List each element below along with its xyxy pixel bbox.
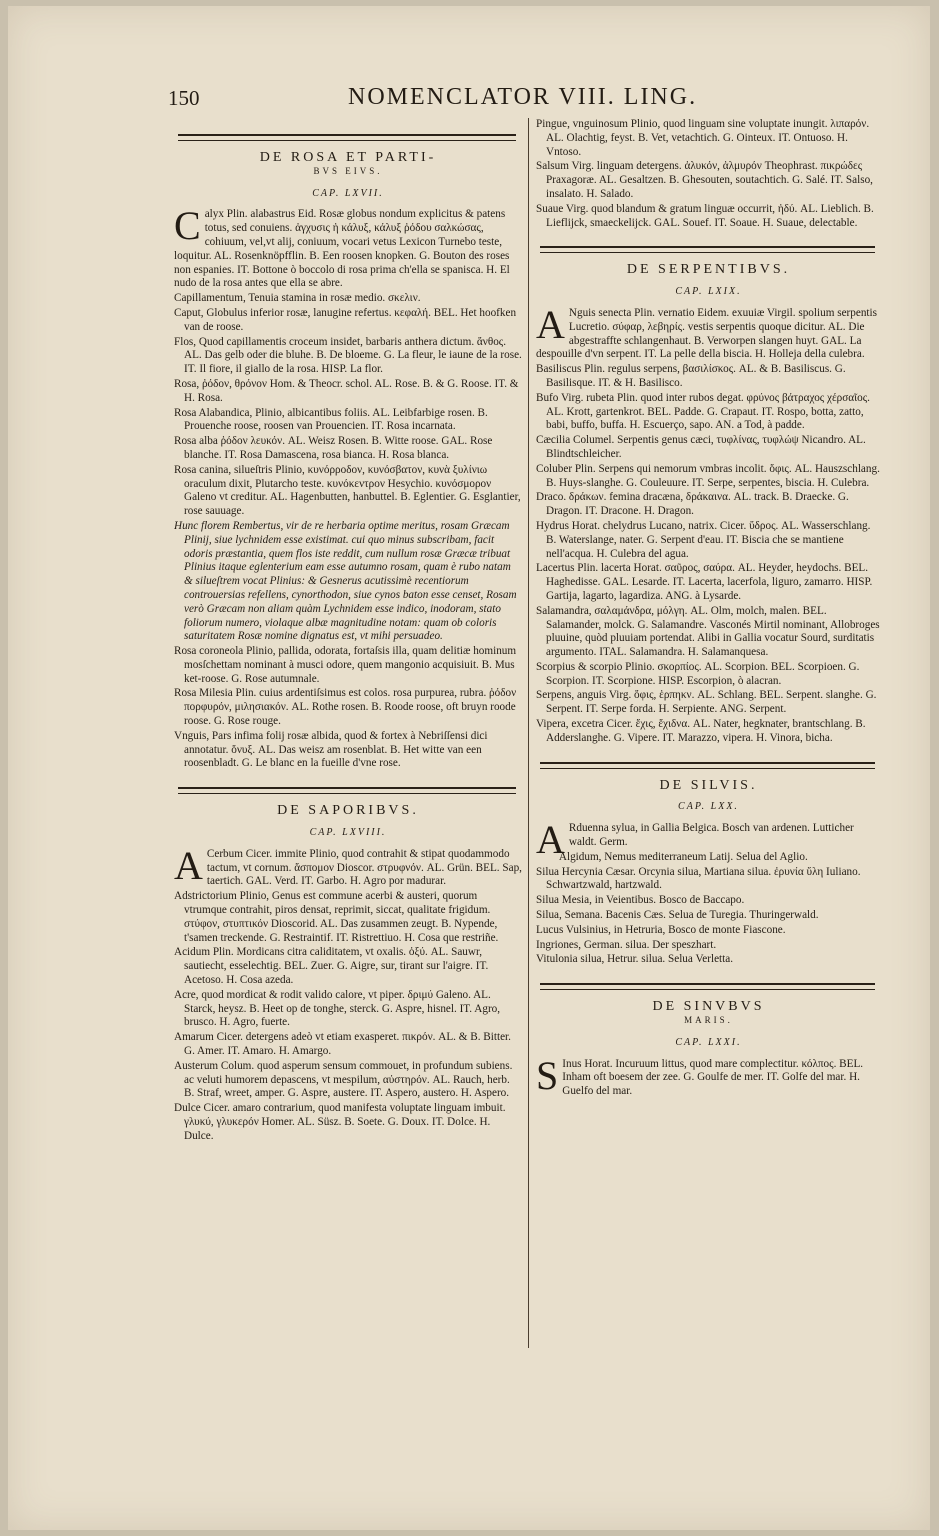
chapter-heading: CAP. LXXI.: [675, 1036, 742, 1048]
entry: Rosa alba ῥόδον λευκόν. AL. Weisz Rosen. B. Witte roose. GAL. Rose blanche. IT. Rosa Damascena, rosa bianca. H. Rosa blanca.: [174, 435, 493, 461]
entry: Bufo Virg. rubeta Plin. quod inter rubos degat. φρύνος βάτραχος χέρσαῖος. AL. Krott, gartenkrot. BEL. Padde. G. Crapaut. IT. Rospo, botta, zatto, babi, buffo, buffa. H. Escuerço, sapo. AN. a Tod, à padde.: [536, 391, 870, 432]
entry: Lacertus Plin. lacerta Horat. σαῦρος, σαύρα. AL. Heyder, heydochs. BEL. Haghedisse. GAL. Lesarde. IT. Lacerta, lacerfola, liguro, zamarro. HISP. Gartija, lagarto, lagardiza. ANG. à Lysarde.: [536, 562, 873, 602]
entry-text: alyx Plin. alabastrus Eid. Rosæ globus nondum explicitus & patens totus, sed conuiens. ἀγχυσις ἡ κάλυξ, κάλυξ ῥόδου σαλκώσας, cohiuum, vel,vt alij, coniuum, vocari vetus Lexicon Turnebo teste, loquitur. AL. Rosenknöpfflin. B. Een roosen knopken. G. Bouton des roses non espanies. IT. Bottone ò boccolo di rosa prima ch'ella se spanisca. H. El nudo de la rosa antes que ella se abre.: [174, 208, 510, 290]
entry: Vitulonia silua, Hetrur. silua. Selua Verletta.: [536, 953, 734, 966]
drop-cap: A: [536, 817, 565, 863]
entry: Ingriones, German. silua. Der speszhart.: [536, 938, 717, 951]
entry: Cæcilia Columel. Serpentis genus cæci, τυφλίνας, τυφλώψ Nicandro. AL. Blindtschleicher.: [536, 434, 866, 460]
entry: Amarum Cicer. detergens adeò vt etiam exasperet. πικρόν. AL. & B. Bitter. G. Amer. IT. Amaro. H. Amargo.: [174, 1031, 511, 1058]
section-subtitle: BVS EIVS.: [313, 165, 383, 176]
entry: [174, 203, 522, 291]
section-subtitle: MARIS.: [684, 1015, 733, 1026]
entry: Coluber Plin. Serpens qui nemorum vmbras incolit. ὄφις. AL. Hauszschlang. B. Huys-slanghe. G. Couleuure. IT. Serpe, serpentes, biscia. H. Culebra.: [536, 462, 880, 489]
chapter-heading: CAP. LXX.: [678, 801, 739, 813]
entry: Silua Mesia, in Veientibus. Bosco de Baccapo.: [536, 894, 745, 907]
entry: Acre, quod mordicat & rodit valido calore, vt piper. δριμύ Galeno. AL. Starck, heysz. B. Heet op de tonghe, sterck. G. Aspre, hisnel. IT. Agro, brusco. H. Agro, fuerte.: [174, 988, 501, 1029]
section-title: DE ROSA ET PARTI-: [259, 150, 437, 165]
section-rule: [178, 787, 516, 794]
entry: Capillamentum, Tenuia stamina in rosæ medio. σκελιν.: [174, 292, 421, 305]
left-column: [174, 118, 522, 1348]
entry: Adstrictorium Plinio, Genus est commune acerbi & austeri, quorum vtrumque contrahit, piros densat, reprimit, siccat, qualitate frigidum. στύφον, στυπτικόν Dioscorid. AL. Das zusammen zeugt. B. Nypende, t'samen treckende. G. Restraintif. IT. Ristrettiuo. H. Cosa que restriñe.: [174, 890, 499, 944]
entry: Vipera, excetra Cicer. ἔχις, ἔχιδνα. AL. Nater, hegknater, brantschlang. B. Adderslanghe. G. Vipere. IT. Marazzo, vipera. H. Vinora, bicha.: [536, 718, 866, 744]
entry: Draco. δράκων. femina dracæna, δράκαινα. AL. track. B. Draecke. G. Dragon. IT. Dracone. H. Dragon.: [536, 491, 849, 518]
entry: Flos, Quod capillamentis croceum insidet, barbaris anthera dictum. ἄνθος. AL. Das gelb oder die bluhe. B. De bloeme. G. La fleur, le iaune de la rose. IT. Il fiore, il giallo de la rosa. HISP. La flor.: [174, 335, 522, 376]
entry-text: Rduenna sylua, in Gallia Belgica. Bosch van ardenen. Lutticher waldt. Germ.: [568, 822, 854, 849]
entry: Rosa canina, silueſtris Plinio, κυνόρροδον, κυνόσβατον, κυνὰ ξυλίνιω oraculum dixit, Plutarcho teste. κυνόκεντρον Hesychio. κυνόσμορον Galeno vt creditur. AL. Hagenbutten, hanbuttel. B. Eglentier. G. Esglantier, rose sauuage.: [174, 463, 521, 518]
chapter-heading: CAP. LXVII.: [312, 187, 384, 199]
entry: Serpens, anguis Virg. ὄφις, ἑρπηκν. AL. Schlang. BEL. Serpent. slanghe. G. Serpent. IT. Serpe forda. H. Serpiente. ANG. Serpent.: [536, 689, 877, 716]
book-page: [8, 6, 930, 1530]
entry: Rosa, ῥόδον, θρόνον Hom. & Theocr. schol. AL. Rose. B. & G. Roose. IT. & H. Rosa.: [174, 377, 519, 404]
right-column: [536, 118, 881, 1348]
entry-text: Cerbum Cicer. immite Plinio, quod contrahit & stipat quodammodo tactum, vt cornum. ἄσπομον Dioscor. στρυφνόν. AL. Grün. BEL. Sap, taertich. GAL. Verd. IT. Garbo. H. Agro por madurar.: [206, 847, 522, 888]
entry: Pingue, vnguinosum Plinio, quod linguam sine voluptate inungit. λιπαρόν. AL. Olachtig, feyst. B. Vet, vetachtich. G. Ointeux. IT. Ontuoso. H. Vntoso.: [536, 118, 870, 158]
entry-text: Inus Horat. Incuruum littus, quod mare complectitur. κόλπος. BEL. Inham oft boesem der zee. G. Goulfe de mer. IT. Golfe del mar. H. Guelfo del mar.: [562, 1057, 864, 1098]
entry: [174, 842, 522, 889]
section-rule: [540, 983, 875, 990]
entry: Rosa Alabandica, Plinio, albicantibus foliis. AL. Leibfarbige rosen. B. Prouenche roose, roosen van Prouencien. IT. Rosa incarnata.: [174, 406, 488, 433]
drop-cap: C: [174, 203, 201, 249]
drop-cap: A: [174, 842, 203, 888]
section-title: DE SERPENTIBVS.: [626, 262, 791, 278]
commentary-paragraph: Hunc florem Rembertus, vir de re herbaria optime meritus, rosam Græcam Plinij, siue lychnidem esse existimat. cui quo minus subscribam, facit odoris præstantia, quem flos iste reddit, cum nullum rosæ Græcæ tribuat Plinius itaque eglenterium eam esse autumno rosam, quam è rubo natam & silueſtrem vocat Plinius: & Gesnerus acutissimè recentiorum controuersias refellens, cynorthodon, siue cynos baton esse censet, Rosam verò Græcam non aliam quàm Lychnidem esse indico, inodoram, stato foliorum numero, violaque albæ magnitudine notam: quam ob coloris saturitatem Rosæ nomine dignatus est, vt mihi persuadeo.: [174, 519, 517, 643]
entry: Silua, Semana. Bacenis Cæs. Selua de Turegia. Thuringerwald.: [536, 909, 819, 922]
entry: Lucus Vulsinius, in Hetruria, Bosco de monte Fiascone.: [536, 923, 786, 936]
entry: Dulce Cicer. amaro contrarium, quod manifesta voluptate linguam imbuit. γλυκύ, γλυκερόν Homer. AL. Süsz. B. Soete. G. Doux. IT. Dolce. H. Dulce.: [174, 1102, 506, 1142]
entry: Salamandra, σαλαμάνδρα, μόλγη. AL. Olm, molch, malen. BEL. Salamander, molck. G. Salamandre. Vasconés Mirtil nominant, Allobroges pluuine, quòd pluuiam portendat. Alibi in Gallia vocatur Sourd, surditatis argumento. ITAL. Salamandra. H. Salamanquesa.: [536, 604, 880, 659]
entry: Suaue Virg. quod blandum & gratum linguæ occurrit, ἡδύ. AL. Lieblich. B. Lieflijck, smaeckelijck. GAL. Souef. IT. Soaue. H. Suaue, delectable.: [536, 202, 874, 229]
section-title: DE SAPORIBVS.: [277, 803, 419, 819]
section-rule: [178, 134, 516, 141]
entry: Salsum Virg. linguam detergens. ἁλυκόν, ἁλμυρόν Theophrast. πικρώδες Praxagoræ. AL. Gesaltzen. B. Ghesouten, soutachtich. G. Salé. IT. Salso, insalato. H. Salado.: [536, 160, 873, 200]
entry: Caput, Globulus inferior rosæ, lanugine refertus. κεφαλή. BEL. Het hoofken van de roose.: [174, 306, 517, 333]
drop-cap: A: [536, 301, 565, 347]
entry: Scorpius & scorpio Plinio. σκορπίος. AL. Scorpion. BEL. Scorpioen. G. Scorpion. IT. Scorpione. HISP. Escorpion, ò alacran.: [536, 660, 860, 687]
entry: [536, 1052, 881, 1099]
entry: Hydrus Horat. chelydrus Lucano, natrix. Cicer. ὕδρος. AL. Wasserschlang. B. Waterslange, nater. G. Serpent d'eau. IT. Biscia che se mantiene nell'acqua. H. Culebra del agua.: [536, 519, 871, 560]
entry: Austerum Colum. quod asperum sensum commouet, in profundum subiens. ac veluti humorem depascens, vt mespilum, αὐστηρόν. AL. Rauch, herb. B. Straf, wreet, amper. G. Aspre, austere. IT. Aspero, austero. H. Aspero.: [174, 1059, 513, 1100]
chapter-heading: CAP. LXIX.: [675, 286, 742, 298]
entry: Acidum Plin. Mordicans citra caliditatem, vt oxalis. ὀξύ. AL. Sauwr, sautiecht, esselechtig. BEL. Zuer. G. Aigre, sur, tirant sur l'aigre. IT. Acetoso. H. Cosa azeda.: [174, 946, 489, 987]
drop-cap: S: [536, 1052, 559, 1098]
entry: Algidum, Nemus mediterraneum Latij. Selua del Aglio.: [558, 850, 808, 863]
section-title: DE SINVBVS: [652, 999, 765, 1015]
entry: Vnguis, Pars infima folij rosæ albida, quod & fortex à Nebriſſensi dici annotatur. ὄνυξ. AL. Das weisz am rosenblat. B. Het witte van een roosenbladt. G. Le blanc en la fueille d'vne rose.: [174, 729, 488, 770]
column-divider: [528, 118, 529, 1348]
page-number: 150: [168, 86, 200, 110]
entry-text: Nguis senecta Plin. vernatio Eidem. exuuiæ Virgil. spolium serpentis Lucretio. σύφαρ, λεβηρίς. vestis serpentis quoque dicitur. AL. Die abgestraffte schlangenhaut. B. Verworpen slangen huyt. GAL. La despouille d'vn serpent. IT. La pelle della biscia. H. Holleja della culebra.: [536, 306, 877, 361]
chapter-heading: CAP. LXVIII.: [309, 827, 387, 839]
section-title: DE SILVIS.: [659, 777, 758, 793]
entry: Rosa coroneola Plinio, pallida, odorata, fortaſsis illa, quam delitiæ hominum mosſchettam nominant à musci odore, quem mangonio acquisiuit. B. Mus ket-roose. G. Rose autumnale.: [174, 645, 517, 685]
section-rule: [540, 246, 875, 253]
entry: [536, 301, 881, 362]
entry: Rosa Milesia Plin. cuius ardentiſsimus est colos. rosa purpurea, rubra. ῥόδον πορφυρόν, μιλησιακόν. AL. Rothe rosen. B. Roode roose, oft bruyn roode roose. G. Rose rouge.: [174, 687, 517, 728]
running-head: NOMENCLATOR VIII. LING.: [348, 84, 698, 110]
section-rule: [540, 762, 875, 769]
entry: Silua Hercynia Cæsar. Orcynia silua, Martiana silua. ἐρυνία ὕλη Iuliano. Schwartzwald, hartzwald.: [536, 865, 861, 892]
entry: Basiliscus Plin. regulus serpens, βασιλίσκος. AL. & B. Basiliscus. G. Basilisque. IT. & H. Basilisco.: [536, 363, 846, 389]
